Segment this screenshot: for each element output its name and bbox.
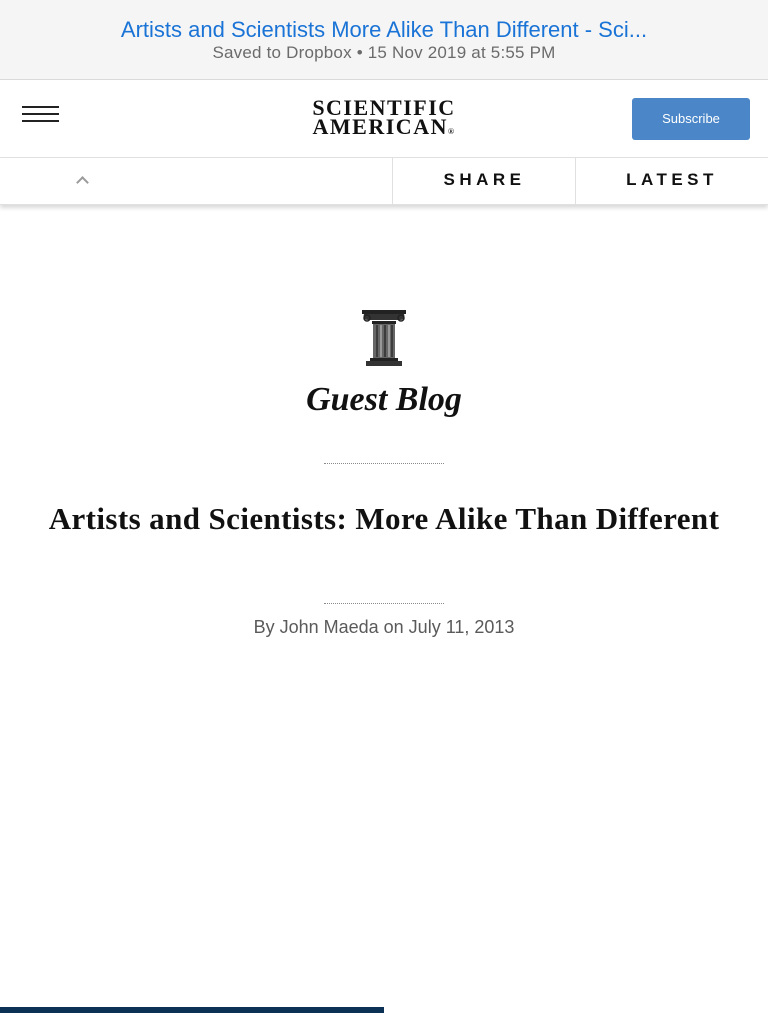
saved-article-title[interactable]: Artists and Scientists More Alike Than Different - Sci... [120,17,648,42]
logo-line-2 [272,114,496,141]
article-toolbar [0,158,768,205]
divider [324,463,444,464]
reading-progress-bar [0,1007,768,1013]
article-title: Artists and Scientists: More Alike Than Different [48,501,720,536]
hamburger-icon[interactable] [22,104,60,128]
latest-button[interactable]: LATEST [575,158,768,204]
site-header [0,80,768,158]
logo-line-2-text: AMERICAN [312,114,448,139]
reading-progress-fill [0,1007,384,1013]
saved-status: Saved to Dropbox • 15 Nov 2019 at 5:55 PM [212,43,556,62]
byline: By John Maeda on July 11, 2013 [253,617,515,637]
column-icon [358,308,410,368]
logo-line-1: SCIENTIFIC [312,95,456,120]
share-button[interactable]: SHARE [392,158,576,204]
subscribe-button[interactable]: Subscribe [632,98,750,140]
registered-mark: ® [447,127,456,136]
scroll-top-button[interactable] [0,158,392,204]
chevron-up-icon [76,176,89,189]
saved-banner[interactable] [0,0,768,80]
divider [324,603,444,604]
blog-name[interactable]: Guest Blog [306,381,462,418]
scientific-american-logo[interactable] [272,95,496,141]
